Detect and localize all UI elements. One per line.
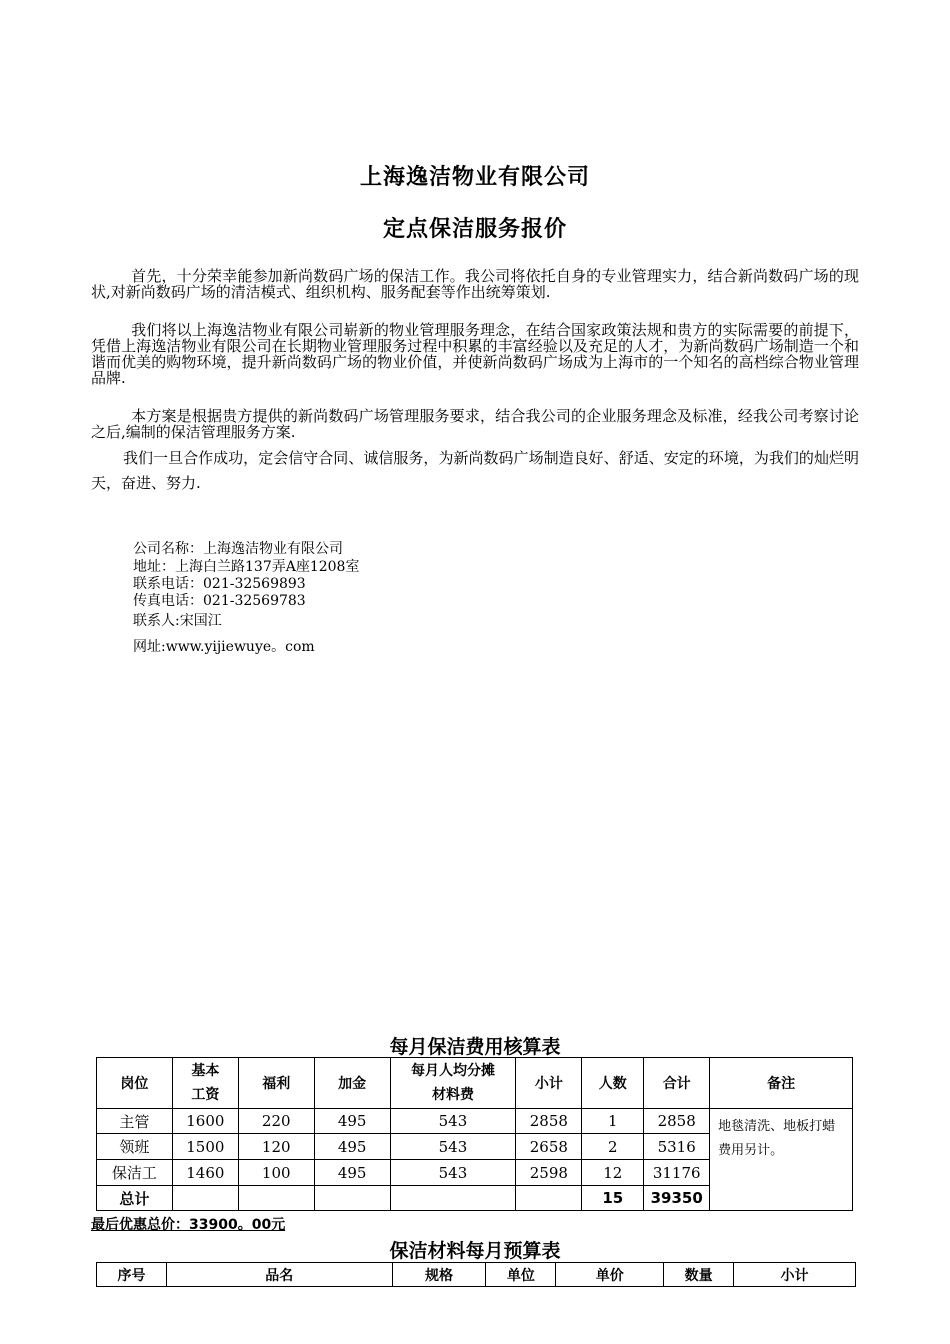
cell-base-salary: 1600 [172, 1109, 238, 1134]
col-header-position: 岗位 [97, 1058, 173, 1109]
col-header-unit-price: 单价 [556, 1263, 664, 1287]
fee-table [96, 1057, 853, 1211]
col-header-subtotal: 小计 [516, 1058, 582, 1109]
contact-address: 地址：上海白兰路137弄A座1208室 [133, 559, 360, 575]
col-header-bonus: 加金 [314, 1058, 390, 1109]
cell-base-salary: 1460 [172, 1160, 238, 1186]
cell-position: 主管 [97, 1109, 173, 1134]
col-header-item-name: 品名 [166, 1263, 392, 1287]
col-header-spec: 规格 [392, 1263, 486, 1287]
intro-paragraph-4: 我们一旦合作成功，定会信守合同、诚信服务，为新尚数码广场制造良好、舒适、安定的环境，为我们的灿烂明天，奋进、努力. [91, 449, 859, 492]
material-table-title: 保洁材料每月预算表 [389, 1240, 561, 1262]
cell-subtotal: 2658 [516, 1134, 582, 1160]
cell-benefits: 120 [238, 1134, 314, 1160]
intro-paragraph-2: 我们将以上海逸洁物业有限公司崭新的物业管理服务理念，在结合国家政策法规和贵方的实际需要的前提下，凭借上海逸洁物业有限公司在长期物业管理服务过程中积累的丰富经验以及充足的人才，为新尚数码广场制造一个和谐而优美的购物环境，提升新尚数码广场的物业价值，并使新尚数码广场成为上海市的一个知名的高档综合物业管理品牌. [91, 321, 859, 387]
company-title: 上海逸洁物业有限公司 [359, 165, 590, 190]
cell-benefits: 100 [238, 1160, 314, 1186]
cell-base-salary: 1500 [172, 1134, 238, 1160]
fee-table-header-row [97, 1058, 853, 1109]
cell-position: 领班 [97, 1134, 173, 1160]
cell-headcount: 2 [582, 1134, 644, 1160]
cell-material-fee: 543 [390, 1109, 516, 1134]
cell-bonus: 495 [314, 1160, 390, 1186]
col-header-material-subtotal: 小计 [734, 1263, 856, 1287]
cell-material-fee: 543 [390, 1134, 516, 1160]
cell-subtotal: 2598 [516, 1160, 582, 1186]
cell-total-headcount: 15 [582, 1186, 644, 1211]
material-table-header-row [97, 1263, 856, 1287]
contact-person: 联系人:宋国江 [133, 613, 222, 629]
cell-grand-total: 39350 [644, 1186, 710, 1211]
contact-company: 公司名称：上海逸洁物业有限公司 [133, 541, 343, 557]
final-discount-price: 最后优惠总价：33900。00元 [91, 1217, 286, 1233]
cell-headcount: 1 [582, 1109, 644, 1134]
col-header-quantity: 数量 [664, 1263, 734, 1287]
page-subtitle: 定点保洁服务报价 [382, 217, 567, 242]
cell-total: 2858 [644, 1109, 710, 1134]
col-header-remarks: 备注 [710, 1058, 853, 1109]
cell-position: 保洁工 [97, 1160, 173, 1186]
cell-total-label: 总计 [97, 1186, 173, 1211]
contact-phone: 联系电话：021-32569893 [133, 576, 306, 592]
contact-fax: 传真电话：021-32569783 [133, 593, 306, 609]
intro-paragraph-1: 首先，十分荣幸能参加新尚数码广场的保洁工作。我公司将依托自身的专业管理实力，结合新尚数码广场的现状,对新尚数码广场的清洁模式、组织机构、服务配套等作出统筹策划. [91, 267, 859, 301]
cell-headcount: 12 [582, 1160, 644, 1186]
intro-paragraph-3: 本方案是根据贵方提供的新尚数码广场管理服务要求，结合我公司的企业服务理念及标准，经我公司考察讨论之后,编制的保洁管理服务方案. [91, 407, 859, 441]
cell-total: 5316 [644, 1134, 710, 1160]
col-header-benefits: 福利 [238, 1058, 314, 1109]
material-table [96, 1262, 856, 1287]
table-row [97, 1109, 853, 1134]
cell-material-fee: 543 [390, 1160, 516, 1186]
cell-bonus: 495 [314, 1109, 390, 1134]
col-header-unit: 单位 [486, 1263, 556, 1287]
col-header-total: 合计 [644, 1058, 710, 1109]
remarks-note: 地毯清洗、地板打蜡费用另计。 [710, 1109, 853, 1211]
col-header-base-salary: 基本 工资 [172, 1058, 238, 1109]
col-header-index: 序号 [97, 1263, 167, 1287]
col-header-material-fee: 每月人均分摊 材料费 [390, 1058, 516, 1109]
cell-benefits: 220 [238, 1109, 314, 1134]
cell-total: 31176 [644, 1160, 710, 1186]
col-header-headcount: 人数 [582, 1058, 644, 1109]
contact-website[interactable]: 网址:www.yijiewuye。com [133, 639, 315, 655]
cell-bonus: 495 [314, 1134, 390, 1160]
cell-subtotal: 2858 [516, 1109, 582, 1134]
fee-table-title: 每月保洁费用核算表 [389, 1036, 561, 1058]
